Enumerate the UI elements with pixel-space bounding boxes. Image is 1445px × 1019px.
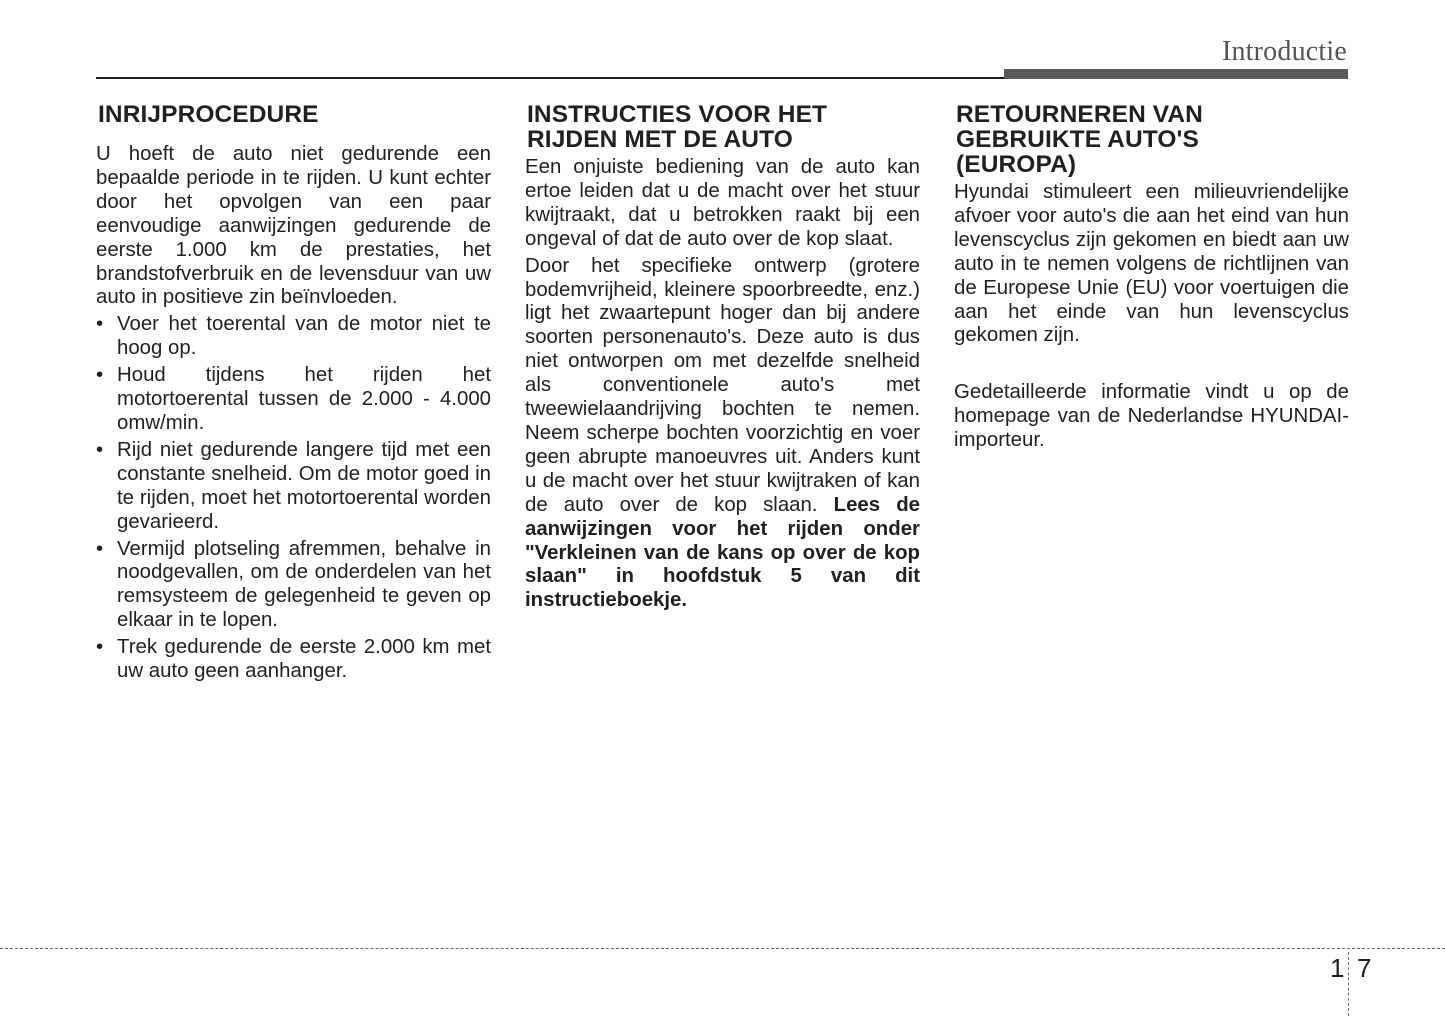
bullet-icon: • [96, 438, 104, 461]
heading-recycling [956, 102, 1349, 177]
list-item [96, 636, 491, 684]
chapter-number: 1 [1330, 953, 1345, 983]
heading-line: RIJDEN MET DE AUTO [527, 126, 793, 153]
list-item [96, 313, 491, 361]
driving-warning-bold: Lees de aanwijzingen voor het rijden onder "Verkleinen van de kans op over de kop slaan" in hoofdstuk 5 van dit instructieboekje. [525, 493, 920, 612]
bullet-icon: • [96, 313, 104, 336]
heading-line: GEBRUIKTE AUTO'S [956, 126, 1199, 153]
column-recycling [954, 102, 1349, 456]
bullet-icon: • [96, 636, 104, 659]
bullet-icon: • [96, 537, 104, 560]
column-driving [525, 102, 920, 616]
heading-line: (EUROPA) [956, 151, 1077, 178]
bullet-icon: • [96, 364, 104, 387]
heading-line: RETOURNEREN VAN [956, 101, 1203, 128]
page-number: 7 [1357, 953, 1372, 983]
heading-break-in: INRIJPROCEDURE [98, 101, 319, 128]
page-number-separator [1348, 952, 1349, 1016]
heading-driving [527, 102, 920, 152]
heading-line: INSTRUCTIES VOOR HET [527, 101, 828, 128]
list-item-text: Rijd niet gedurende langere tijd met een constante snelheid. Om de motor goed in te rijden, moet het motortoerental worden gevarieerd. [117, 438, 491, 533]
header-rule [96, 77, 1006, 79]
break-in-intro: U hoeft de auto niet gedurende een bepaalde periode in te rijden. U kunt echter door het opvolgen van een paar eenvoudige aanwijzingen gedurende de eerste 1.000 km de prestaties, het brandstofverbruik en de levensduur van uw auto in positieve zin beïnvloeden. [96, 143, 491, 309]
list-item-text: Houd tijdens het rijden het motortoerental tussen de 2.000 - 4.000 omw/min. [117, 364, 491, 434]
header-bar [1004, 69, 1348, 79]
list-item [96, 364, 491, 436]
driving-para-2-text: Door het specifieke ontwerp (grotere bodemvrijheid, kleinere spoorbreedte, enz.) ligt het zwaartepunt hoger dan bij andere soorten personenauto's. Deze auto is dus niet ontworpen om met dezelfde snelheid als conventionele auto's met tweewielaandrijving bochten te nemen. Neem scherpe bochten voorzichtig en voer geen abrupte manoeuvres uit. Anders kunt u de macht over het stuur kwijtraken of kan de auto over de kop slaan. [525, 254, 920, 516]
recycling-para-1: Hyundai stimuleert een milieuvriendelijke afvoer voor auto's die aan het eind van hun levenscyclus zijn gekomen en biedt aan uw auto in te nemen volgens de richtlijnen van de Europese Unie (EU) voor voertuigen die aan het einde van hun levenscyclus gekomen zijn. [954, 181, 1349, 347]
list-item-text: Trek gedurende de eerste 2.000 km met uw auto geen aanhanger. [117, 636, 491, 683]
list-item-text: Vermijd plotseling afremmen, behalve in noodgevallen, om de onderdelen van het remsysteem de gelegenheid te geven op elkaar in te lopen. [117, 537, 491, 632]
recycling-para-2: Gedetailleerde informatie vindt u op de homepage van de Nederlandse HYUNDAI-importeur. [954, 381, 1349, 452]
break-in-bullet-list [96, 313, 491, 684]
footer-dashed-rule [0, 948, 1445, 949]
chapter-title: Introductie [1221, 36, 1347, 67]
list-item [96, 538, 491, 634]
paragraph-gap [954, 351, 1349, 381]
list-item-text: Voer het toerental van de motor niet te hoog op. [117, 313, 491, 360]
driving-para-2 [525, 255, 920, 614]
driving-para-1: Een onjuiste bediening van de auto kan ertoe leiden dat u de macht over het stuur kwijtraakt, dat u betrokken raakt bij een ongeval of dat de auto over de kop slaat. [525, 156, 920, 250]
list-item [96, 439, 491, 535]
column-break-in [96, 102, 491, 687]
